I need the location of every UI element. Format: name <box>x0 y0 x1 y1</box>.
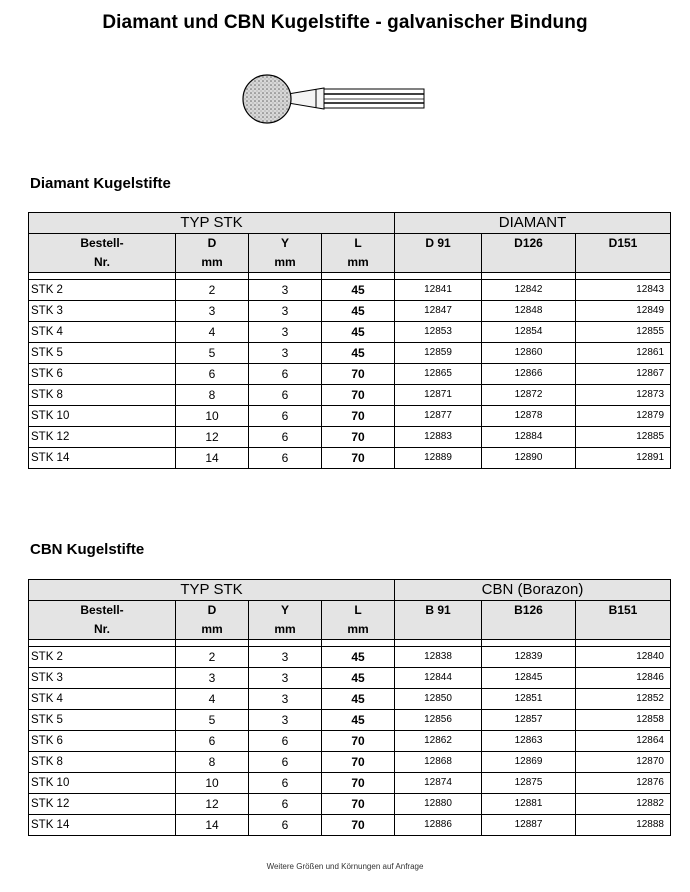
bestell-nr-cell: STK 12 <box>29 794 176 815</box>
table-row <box>29 794 671 815</box>
table-row <box>29 773 671 794</box>
l-cell: 70 <box>322 752 395 773</box>
d-cell: 8 <box>176 752 249 773</box>
l-cell: 70 <box>322 385 395 406</box>
code-cell: 12864 <box>576 731 671 752</box>
y-cell: 6 <box>249 448 322 469</box>
table-row <box>29 647 671 668</box>
l-cell: 45 <box>322 343 395 364</box>
code-cell: 12887 <box>482 815 576 836</box>
table-row <box>29 385 671 406</box>
table-row <box>29 406 671 427</box>
section-title-diamant: Diamant Kugelstifte <box>30 175 171 192</box>
d-cell: 12 <box>176 427 249 448</box>
code-cell: 12867 <box>576 364 671 385</box>
l-cell: 45 <box>322 322 395 343</box>
header-d151: D151 <box>576 234 671 273</box>
code-cell: 12857 <box>482 710 576 731</box>
code-cell: 12890 <box>482 448 576 469</box>
table-row <box>29 364 671 385</box>
header-y: Y mm <box>249 601 322 640</box>
header-d126: D126 <box>482 234 576 273</box>
header-d: D mm <box>176 234 249 273</box>
table-row <box>29 343 671 364</box>
code-cell: 12879 <box>576 406 671 427</box>
d-cell: 14 <box>176 448 249 469</box>
code-cell: 12874 <box>395 773 482 794</box>
d-cell: 10 <box>176 773 249 794</box>
code-cell: 12863 <box>482 731 576 752</box>
d-cell: 4 <box>176 689 249 710</box>
d-cell: 3 <box>176 301 249 322</box>
code-cell: 12872 <box>482 385 576 406</box>
code-cell: 12847 <box>395 301 482 322</box>
code-cell: 12865 <box>395 364 482 385</box>
table-row <box>29 752 671 773</box>
y-cell: 3 <box>249 343 322 364</box>
l-cell: 70 <box>322 773 395 794</box>
page-title: Diamant und CBN Kugelstifte - galvanischer Bindung <box>102 12 588 33</box>
code-cell: 12854 <box>482 322 576 343</box>
d-cell: 3 <box>176 668 249 689</box>
code-cell: 12889 <box>395 448 482 469</box>
bestell-nr-cell: STK 2 <box>29 647 176 668</box>
l-cell: 70 <box>322 815 395 836</box>
l-cell: 45 <box>322 668 395 689</box>
y-cell: 6 <box>249 385 322 406</box>
bestell-nr-cell: STK 14 <box>29 815 176 836</box>
bestell-nr-cell: STK 5 <box>29 343 176 364</box>
footer-note: Weitere Größen und Körnungen auf Anfrage <box>266 862 424 871</box>
code-cell: 12883 <box>395 427 482 448</box>
l-cell: 70 <box>322 448 395 469</box>
code-cell: 12853 <box>395 322 482 343</box>
l-cell: 45 <box>322 710 395 731</box>
header-b91: B 91 <box>395 601 482 640</box>
d-cell: 12 <box>176 794 249 815</box>
cbn-table-body <box>29 647 671 836</box>
y-cell: 3 <box>249 668 322 689</box>
bestell-nr-cell: STK 8 <box>29 385 176 406</box>
code-cell: 12840 <box>576 647 671 668</box>
code-cell: 12855 <box>576 322 671 343</box>
code-cell: 12868 <box>395 752 482 773</box>
d-cell: 5 <box>176 343 249 364</box>
code-cell: 12886 <box>395 815 482 836</box>
header-bestell-nr: Bestell- Nr. <box>29 601 176 640</box>
code-cell: 12839 <box>482 647 576 668</box>
d-cell: 10 <box>176 406 249 427</box>
group-header-typ: TYP STK <box>29 213 395 234</box>
code-cell: 12873 <box>576 385 671 406</box>
bestell-nr-cell: STK 4 <box>29 689 176 710</box>
d-cell: 6 <box>176 364 249 385</box>
code-cell: 12860 <box>482 343 576 364</box>
l-cell: 70 <box>322 364 395 385</box>
y-cell: 6 <box>249 731 322 752</box>
y-cell: 6 <box>249 815 322 836</box>
code-cell: 12876 <box>576 773 671 794</box>
code-cell: 12885 <box>576 427 671 448</box>
code-cell: 12866 <box>482 364 576 385</box>
header-b126: B126 <box>482 601 576 640</box>
l-cell: 45 <box>322 647 395 668</box>
code-cell: 12881 <box>482 794 576 815</box>
l-cell: 45 <box>322 301 395 322</box>
header-d: D mm <box>176 601 249 640</box>
bestell-nr-cell: STK 3 <box>29 668 176 689</box>
code-cell: 12841 <box>395 280 482 301</box>
code-cell: 12844 <box>395 668 482 689</box>
y-cell: 3 <box>249 301 322 322</box>
group-header-cbn: CBN (Borazon) <box>395 580 671 601</box>
l-cell: 70 <box>322 406 395 427</box>
code-cell: 12859 <box>395 343 482 364</box>
bestell-nr-cell: STK 10 <box>29 406 176 427</box>
bestell-nr-cell: STK 6 <box>29 731 176 752</box>
code-cell: 12891 <box>576 448 671 469</box>
bestell-nr-cell: STK 10 <box>29 773 176 794</box>
y-cell: 6 <box>249 794 322 815</box>
table-row <box>29 322 671 343</box>
header-d91: D 91 <box>395 234 482 273</box>
y-cell: 6 <box>249 427 322 448</box>
l-cell: 70 <box>322 427 395 448</box>
code-cell: 12882 <box>576 794 671 815</box>
code-cell: 12843 <box>576 280 671 301</box>
cbn-table <box>28 579 671 836</box>
code-cell: 12848 <box>482 301 576 322</box>
table-row <box>29 731 671 752</box>
d-cell: 6 <box>176 731 249 752</box>
bestell-nr-cell: STK 4 <box>29 322 176 343</box>
d-cell: 2 <box>176 647 249 668</box>
code-cell: 12875 <box>482 773 576 794</box>
code-cell: 12880 <box>395 794 482 815</box>
d-cell: 5 <box>176 710 249 731</box>
code-cell: 12884 <box>482 427 576 448</box>
code-cell: 12849 <box>576 301 671 322</box>
code-cell: 12877 <box>395 406 482 427</box>
code-cell: 12852 <box>576 689 671 710</box>
y-cell: 3 <box>249 647 322 668</box>
l-cell: 70 <box>322 794 395 815</box>
y-cell: 3 <box>249 689 322 710</box>
code-cell: 12845 <box>482 668 576 689</box>
header-bestell-nr: Bestell- Nr. <box>29 234 176 273</box>
diamant-table <box>28 212 671 469</box>
code-cell: 12850 <box>395 689 482 710</box>
d-cell: 2 <box>176 280 249 301</box>
y-cell: 6 <box>249 406 322 427</box>
table-row <box>29 668 671 689</box>
table-row <box>29 448 671 469</box>
group-header-diamant: DIAMANT <box>395 213 671 234</box>
bestell-nr-cell: STK 2 <box>29 280 176 301</box>
d-cell: 4 <box>176 322 249 343</box>
header-b151: B151 <box>576 601 671 640</box>
code-cell: 12871 <box>395 385 482 406</box>
bestell-nr-cell: STK 6 <box>29 364 176 385</box>
header-l: L mm <box>322 601 395 640</box>
code-cell: 12851 <box>482 689 576 710</box>
y-cell: 3 <box>249 280 322 301</box>
table-row <box>29 280 671 301</box>
header-y: Y mm <box>249 234 322 273</box>
code-cell: 12846 <box>576 668 671 689</box>
bestell-nr-cell: STK 8 <box>29 752 176 773</box>
code-cell: 12861 <box>576 343 671 364</box>
code-cell: 12858 <box>576 710 671 731</box>
l-cell: 45 <box>322 689 395 710</box>
code-cell: 12856 <box>395 710 482 731</box>
header-l: L mm <box>322 234 395 273</box>
l-cell: 45 <box>322 280 395 301</box>
code-cell: 12878 <box>482 406 576 427</box>
ball-burr-illustration <box>238 72 428 126</box>
y-cell: 3 <box>249 710 322 731</box>
section-title-cbn: CBN Kugelstifte <box>30 541 145 558</box>
d-cell: 8 <box>176 385 249 406</box>
table-row <box>29 815 671 836</box>
bestell-nr-cell: STK 12 <box>29 427 176 448</box>
y-cell: 6 <box>249 773 322 794</box>
group-header-typ: TYP STK <box>29 580 395 601</box>
table-row <box>29 689 671 710</box>
l-cell: 70 <box>322 731 395 752</box>
y-cell: 6 <box>249 752 322 773</box>
y-cell: 6 <box>249 364 322 385</box>
diamant-table-body <box>29 280 671 469</box>
table-row <box>29 710 671 731</box>
table-row <box>29 301 671 322</box>
code-cell: 12870 <box>576 752 671 773</box>
code-cell: 12838 <box>395 647 482 668</box>
y-cell: 3 <box>249 322 322 343</box>
bestell-nr-cell: STK 5 <box>29 710 176 731</box>
table-row <box>29 427 671 448</box>
d-cell: 14 <box>176 815 249 836</box>
code-cell: 12869 <box>482 752 576 773</box>
code-cell: 12862 <box>395 731 482 752</box>
bestell-nr-cell: STK 3 <box>29 301 176 322</box>
bestell-nr-cell: STK 14 <box>29 448 176 469</box>
code-cell: 12842 <box>482 280 576 301</box>
code-cell: 12888 <box>576 815 671 836</box>
